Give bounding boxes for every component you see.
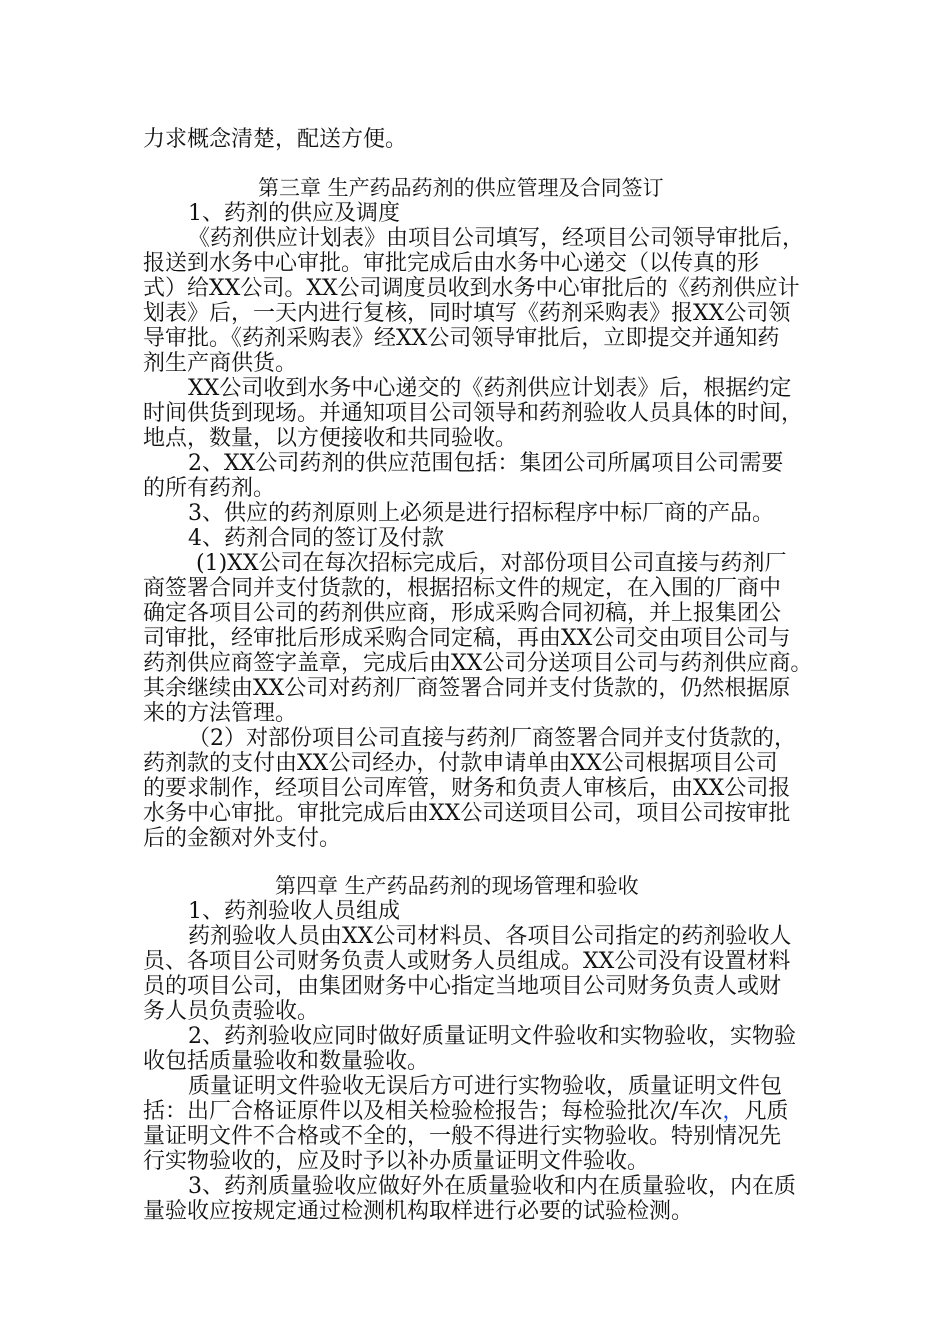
paragraph-line: 式）给XX公司。XX公司调度员收到水务中心审批后的《药剂供应计 — [143, 276, 800, 301]
paragraph-line — [143, 1099, 788, 1125]
paragraph-line: 司审批，经审批后形成采购合同定稿，再由XX公司交由项目公司与 — [143, 626, 791, 651]
paragraph-line: 药剂供应商签字盖章，完成后由XX公司分送项目公司与药剂供应商。 — [143, 651, 813, 676]
paragraph-line: XX公司收到水务中心递交的《药剂供应计划表》后，根据约定 — [188, 376, 792, 401]
paragraph-line: 药剂款的支付由XX公司经办，付款申请单由XX公司根据项目公司 — [143, 751, 778, 776]
paragraph-line: 质量证明文件验收无误后方可进行实物验收，质量证明文件包 — [188, 1074, 783, 1099]
line-text: 括：出厂合格证原件以及相关检验检报告；每检验批次/车次 — [143, 1099, 723, 1124]
paragraph-line: (1)XX公司在每次招标完成后，对部份项目公司直接与药剂厂 — [196, 551, 787, 576]
paragraph-line: 的要求制作，经项目公司库管，财务和负责人审核后，由XX公司报 — [143, 776, 791, 801]
paragraph-line: 行实物验收的，应及时予以补办质量证明文件验收。 — [143, 1149, 650, 1174]
paragraph-line: 后的金额对外支付。 — [143, 826, 342, 851]
paragraph-line: 员的项目公司，由集团财务中心指定当地项目公司财务负责人或财 — [143, 974, 782, 999]
paragraph-line: 地点，数量，以方便接收和共同验收。 — [143, 426, 518, 451]
paragraph-line: 导审批。《药剂采购表》经XX公司领导审批后，立即提交并通知药 — [143, 326, 780, 351]
paragraph-line: 水务中心审批。审批完成后由XX公司送项目公司，项目公司按审批 — [143, 801, 791, 826]
paragraph-line: 确定各项目公司的药剂供应商，形成采购合同初稿，并上报集团公 — [143, 601, 782, 626]
chapter-4-heading: 第四章 生产药品药剂的现场管理和验收 — [275, 874, 639, 898]
paragraph-line: 3、药剂质量验收应做好外在质量验收和内在质量验收，内在质 — [188, 1174, 796, 1199]
paragraph-line: 2、药剂验收应同时做好质量证明文件验收和实物验收，实物验 — [188, 1024, 796, 1049]
paragraph-line: 量验收应按规定通过检测机构取样进行必要的试验检测。 — [143, 1199, 694, 1224]
paragraph-line: 划表》后，一天内进行复核，同时填写《药剂采购表》报XX公司领 — [143, 301, 791, 326]
paragraph-line: 2、XX公司药剂的供应范围包括：集团公司所属项目公司需要 — [188, 451, 784, 476]
paragraph-line: 来的方法管理。 — [143, 701, 298, 726]
paragraph-line: （2）对部份项目公司直接与药剂厂商签署合同并支付货款的， — [188, 726, 796, 751]
paragraph-line: 收包括质量验收和数量验收。 — [143, 1049, 430, 1074]
paragraph-line: 报送到水务中心审批。审批完成后由水务中心递交（以传真的形 — [143, 251, 760, 276]
section-heading: 1、药剂的供应及调度 — [188, 201, 400, 226]
paragraph-line: 员、各项目公司财务负责人或财务人员组成。XX公司没有设置材料 — [143, 949, 791, 974]
paragraph-line: 3、供应的药剂原则上必须是进行招标程序中标厂商的产品。 — [188, 501, 774, 526]
section-heading: 4、药剂合同的签订及付款 — [188, 526, 444, 551]
paragraph-line: 时间供货到现场。并通知项目公司领导和药剂验收人员具体的时间， — [143, 401, 804, 426]
chapter-3-heading: 第三章 生产药品药剂的供应管理及合同签订 — [258, 176, 664, 200]
paragraph-line: 其余继续由XX公司对药剂厂商签署合同并支付货款的，仍然根据原 — [143, 676, 791, 701]
blue-comma: ， — [722, 1099, 745, 1124]
line-text: 凡质 — [744, 1099, 789, 1124]
paragraph-line: 量证明文件不合格或不全的，一般不得进行实物验收。特别情况先 — [143, 1124, 782, 1149]
paragraph-line: 剂生产商供货。 — [143, 351, 298, 376]
paragraph-line: 《药剂供应计划表》由项目公司填写，经项目公司领导审批后， — [188, 226, 805, 251]
paragraph-line: 商签署合同并支付货款的，根据招标文件的规定，在入围的厂商中 — [143, 576, 782, 601]
section-heading: 1、药剂验收人员组成 — [188, 899, 400, 924]
paragraph-line: 务人员负责验收。 — [143, 999, 320, 1024]
paragraph-line: 力求概念清楚，配送方便。 — [143, 127, 408, 152]
paragraph-line: 药剂验收人员由XX公司材料员、各项目公司指定的药剂验收人 — [188, 924, 792, 949]
paragraph-line: 的所有药剂。 — [143, 476, 276, 501]
